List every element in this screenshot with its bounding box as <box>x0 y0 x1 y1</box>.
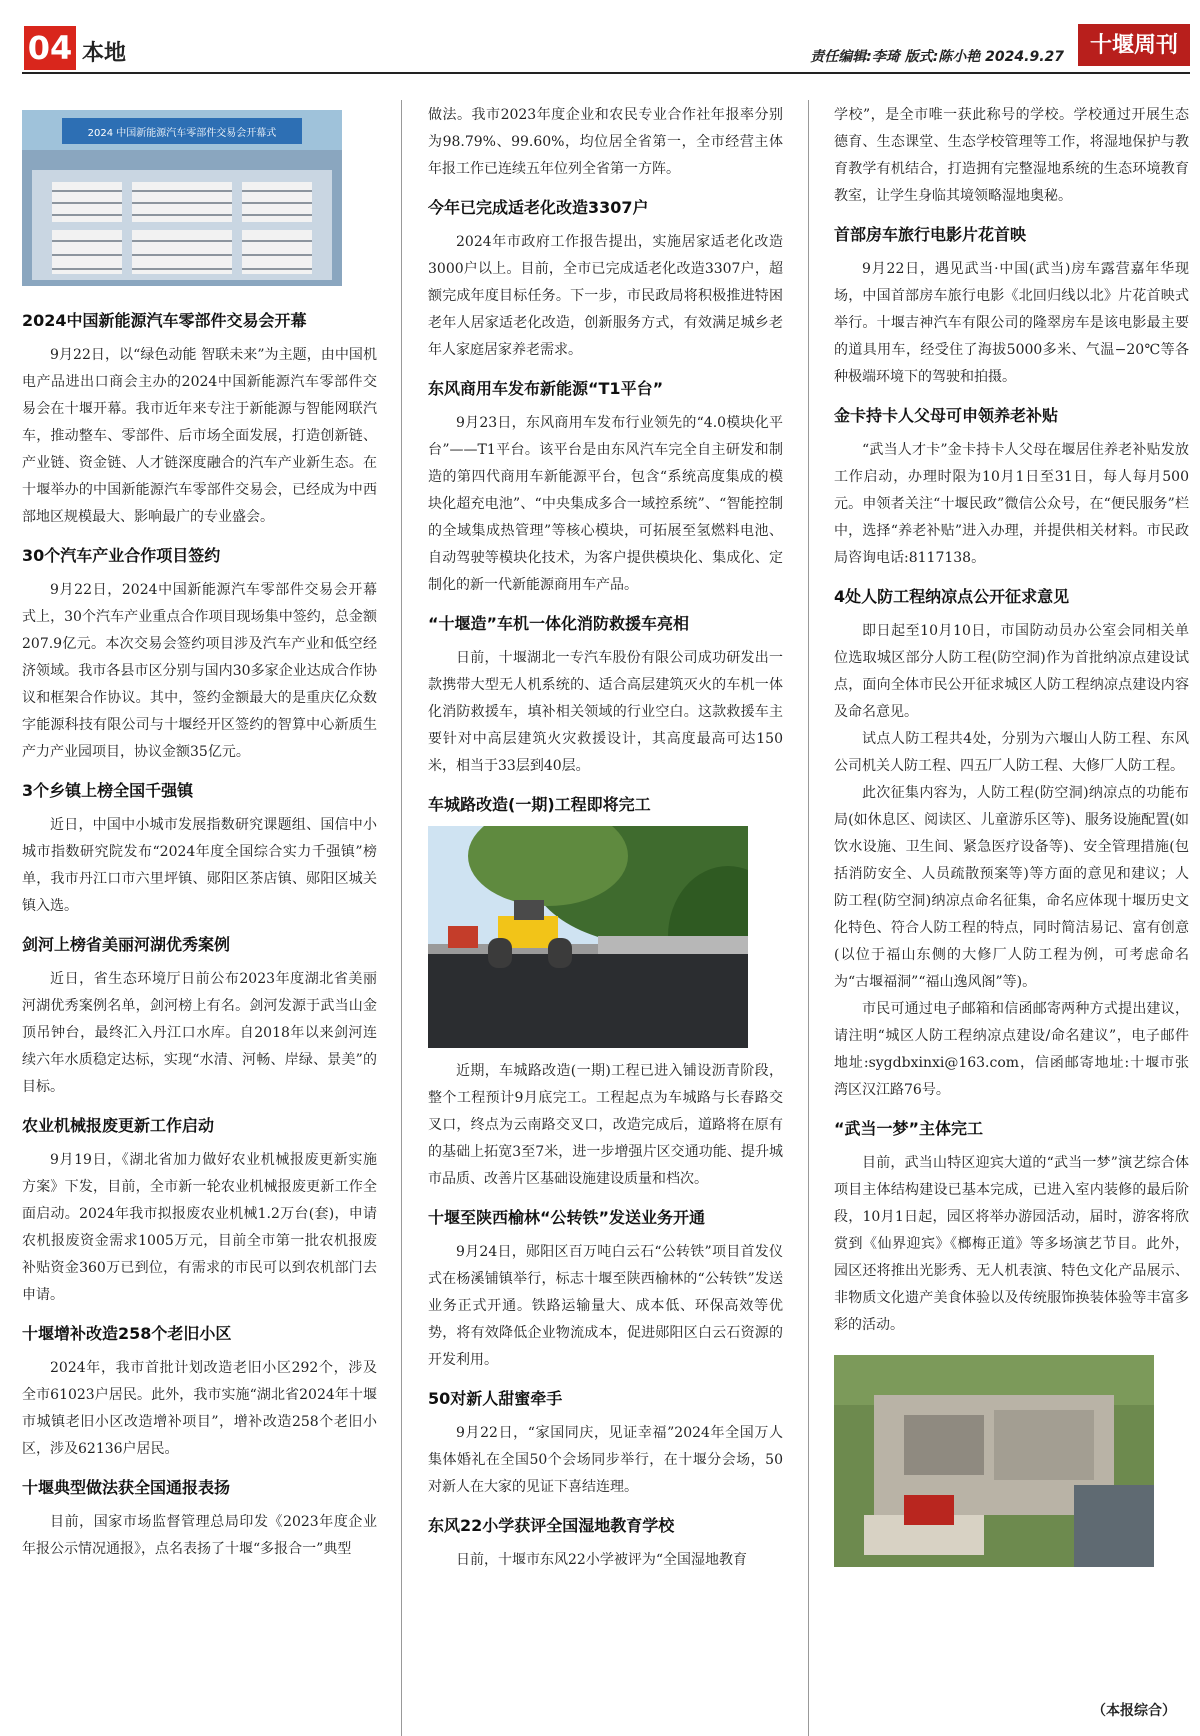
headline-farm-machinery: 农业机械报废更新工作启动 <box>22 1116 215 1135</box>
article-elderly-subsidy: “武当人才卡”金卡持卡人父母在堰居住养老补贴发放工作启动，办理时限为10月1日至31日，每人每月500元。申领者关注“十堰民政”微信公众号，在“便民服务”栏中，选择“养老补贴”进入办理，并提供相关材料。市民政局咨询电话:8117138。 <box>834 442 1189 566</box>
editor-line: 责任编辑:李琦 版式:陈小艳 2024.9.27 <box>810 49 1064 65</box>
column-2 <box>428 102 783 1574</box>
page-number: 04 <box>24 26 76 70</box>
headline-rail-freight: 十堰至陕西榆林“公转铁”发送业务开通 <box>428 1208 706 1227</box>
masthead-rule <box>22 72 1190 74</box>
article-chengcheng-road: 近期，车城路改造(一期)工程已进入铺设沥青阶段，整个工程预计9月底完工。工程起点为车城路与长春路交叉口，终点为云南路交叉口，改造完成后，道路将在原有的基础上拓宽3至7米，进一步增强片区交通功能、提升城市品质、改善片区基础设施建设质量和档次。 <box>428 1063 783 1187</box>
article-30-projects: 9月22日，2024中国新能源汽车零部件交易会开幕式上，30个汽车产业重点合作项目现场集中签约，总金额207.9亿元。本次交易会签约项目涉及汽车产业和低空经济领域。我市各县市区分别与国内30多家企业达成合作协议和框架合作协议。其中，签约金额最大的是重庆亿众数字能源科技有限公司与十堰经开区签约的智算中心新质生产力产业园项目，协议金额35亿元。 <box>22 582 377 760</box>
brand-logo: 十堰周刊 <box>1078 24 1190 66</box>
headline-fire-truck: “十堰造”车机一体化消防救援车亮相 <box>428 614 690 633</box>
headline-chengcheng-road: 车城路改造(一期)工程即将完工 <box>428 795 651 814</box>
article-old-communities: 2024年，我市首批计划改造老旧小区292个，涉及全市61023户居民。此外，我市实施“湖北省2024年十堰市城镇老旧小区改造增补项目”，增补改造258个老旧小区，涉及62136户居民。 <box>22 1360 377 1457</box>
headline-wetland-school: 东风22小学获评全国湿地教育学校 <box>428 1516 675 1535</box>
column-3 <box>834 102 1189 1567</box>
expo-banner-text: 2024 中国新能源汽车零部件交易会开幕式 <box>87 128 277 139</box>
article-rail-freight: 9月24日，郧阳区百万吨白云石“公转铁”项目首发仪式在杨溪铺镇举行，标志十堰至陕西榆林的“公转铁”发送业务正式开通。铁路运输量大、成本低、环保高效等优势，将有效降低企业物流成本，促进郧阳区白云石资源的开发利用。 <box>428 1244 783 1368</box>
headline-wedding: 50对新人甜蜜牵手 <box>428 1389 563 1408</box>
source-credit: （本报综合） <box>1092 1703 1176 1719</box>
article-wudang-dream: 目前，武当山特区迎宾大道的“武当一梦”演艺综合体项目主体结构建设已基本完成，已进入室内装修的最后阶段，10月1日起，园区将举办游园活动，届时，游客将欣赏到《仙界迎宾》《榔梅正道》等多场演艺节目。此外，园区还将推出光影秀、无人机表演、特色文化产品展示、非物质文化遗产美食体验以及传统服饰换装体验等丰富多彩的活动。 <box>834 1155 1189 1333</box>
headline-wudang-dream: “武当一梦”主体完工 <box>834 1119 984 1138</box>
article-farm-machinery: 9月19日，《湖北省加力做好农业机械报废更新实施方案》下发，目前，全市新一轮农业机械报废更新工作全面启动。2024年我市拟报废农业机械1.2万台(套)，申请农机报废资金需求1005万元，目前全市第一批农机报废补贴资金360万已到位，有需求的市民可以到农机部门去申请。 <box>22 1152 377 1303</box>
article-towns: 近日，中国中小城市发展指数研究课题组、国信中小城市指数研究院发布“2024年度全国综合实力千强镇”榜单，我市丹江口市六里坪镇、郧阳区茶店镇、郧阳区城关镇入选。 <box>22 817 377 914</box>
article-civil-defense-3: 此次征集内容为，人防工程(防空洞)纳凉点的功能布局(如休息区、阅读区、儿童游乐区等)、服务设施配置(如饮水设施、卫生间、紧急医疗设备等)、安全管理措施(包括消防安全、人员疏散预案等)等方面的意见和建议；人防工程(防空洞)纳凉点命名征集，命名应体现十堰历史文化特色、符合人防工程的特点，同时简洁易记、富有创意(以位于福山东侧的大修厂人防工程为例，可考虑命名为“古堰福洞”“福山逸风阁”等)。 <box>834 785 1189 990</box>
masthead <box>0 0 1200 78</box>
headline-elderly-subsidy: 金卡持卡人父母可申领养老补贴 <box>834 406 1059 425</box>
article-t1-platform: 9月23日，东风商用车发布行业领先的“4.0模块化平台”——T1平台。该平台是由东风汽车完全自主研发和制造的第四代商用车新能源平台，包含“系统高度集成的模块化超充电池”、“中央集成多合一域控系统”、“智能控制的全域集成热管理”等核心模块，可拓展至氢燃料电池、自动驾驶等模块化技术，为客户提供模块化、集成化、定制化的新一代新能源商用车产品。 <box>428 415 783 593</box>
road-roller-photo <box>428 826 748 1048</box>
expo-photo <box>22 110 342 286</box>
headline-30-projects: 30个汽车产业合作项目签约 <box>22 546 221 565</box>
article-civil-defense-4: 市民可通过电子邮箱和信函邮寄两种方式提出建议，请注明“城区人防工程纳凉点建设/命名建议”，电子邮件地址:sygdbxinxi@163.com，信函邮寄地址:十堰市张湾区汉江路76号。 <box>834 1001 1189 1098</box>
headline-rv-film: 首部房车旅行电影片花首映 <box>834 225 1027 244</box>
section-title: 本地 <box>82 41 127 66</box>
column-divider <box>808 100 809 1736</box>
headline-aging-renovation: 今年已完成适老化改造3307户 <box>428 198 649 217</box>
article-aging-renovation: 2024年市政府工作报告提出，实施居家适老化改造3000户以上。目前，全市已完成适老化改造3307户，超额完成年度目标任务。下一步，市民政局将积极推进特困老年人居家适老化改造，创新服务方式，有效满足城乡老年人家庭居家养老需求。 <box>428 234 783 358</box>
article-expo: 9月22日，以“绿色动能 智联未来”为主题，由中国机电产品进出口商会主办的2024中国新能源汽车零部件交易会在十堰开幕。我市近年来专注于新能源与智能网联汽车，推动整车、零部件、后市场全面发展，打造创新链、产业链、资金链、人才链深度融合的汽车产业新生态。在十堰举办的中国新能源汽车零部件交易会，已经成为中西部地区规模最大、影响最广的专业盛会。 <box>22 347 377 525</box>
headline-t1-platform: 东风商用车发布新能源“T1平台” <box>428 379 664 398</box>
headline-towns: 3个乡镇上榜全国千强镇 <box>22 781 194 800</box>
article-praise: 目前，国家市场监督管理总局印发《2023年度企业年报公示情况通报》，点名表扬了十堰“多报合一”典型 <box>22 1514 377 1557</box>
headline-jianhe: 剑河上榜省美丽河湖优秀案例 <box>22 935 231 954</box>
column-divider <box>401 100 402 1736</box>
column-1 <box>22 110 377 1563</box>
headline-expo: 2024中国新能源汽车零部件交易会开幕 <box>22 311 307 330</box>
article-wetland-school: 日前，十堰市东风22小学被评为“全国湿地教育 <box>456 1552 747 1568</box>
article-civil-defense-1: 即日起至10月10日，市国防动员办公室会同相关单位选取城区部分人防工程(防空洞)作为首批纳凉点建设试点，面向全体市民公开征求城区人防工程纳凉点建设内容及命名意见。 <box>834 623 1189 720</box>
article-wedding: 9月22日，“家国同庆，见证幸福”2024年全国万人集体婚礼在全国50个会场同步举行，在十堰分会场，50对新人在大家的见证下喜结连理。 <box>428 1425 783 1495</box>
article-jianhe: 近日，省生态环境厅日前公布2023年度湖北省美丽河湖优秀案例名单，剑河榜上有名。剑河发源于武当山金顶吊钟台，最终汇入丹江口水库。自2018年以来剑河连续六年水质稳定达标，实现“水清、河畅、岸绿、景美”的目标。 <box>22 971 377 1095</box>
article-wetland-school-continued: 学校”，是全市唯一获此称号的学校。学校通过开展生态德育、生态课堂、生态学校管理等工作，将湿地保护与教育教学有机结合，打造拥有完整湿地系统的生态环境教育教室，让学生身临其境领略湿地奥秘。 <box>834 107 1189 204</box>
article-praise-continued: 做法。我市2023年度企业和农民专业合作社年报率分别为98.79%、99.60%，均位居全省第一，全市经营主体年报工作已连续五年位列全省第一方阵。 <box>428 107 783 177</box>
wudang-complex-photo <box>834 1355 1154 1567</box>
article-civil-defense-2: 试点人防工程共4处，分别为六堰山人防工程、东风公司机关人防工程、四五厂人防工程、大修厂人防工程。 <box>834 731 1189 774</box>
article-fire-truck: 日前，十堰湖北一专汽车股份有限公司成功研发出一款携带大型无人机系统的、适合高层建筑灭火的车机一体化消防救援车，填补相关领域的行业空白。这款救援车主要针对中高层建筑火灾救援设计，其高度最高可达150米，相当于33层到40层。 <box>428 650 783 774</box>
headline-old-communities: 十堰增补改造258个老旧小区 <box>22 1324 232 1343</box>
headline-praise: 十堰典型做法获全国通报表扬 <box>22 1478 231 1497</box>
headline-civil-defense: 4处人防工程纳凉点公开征求意见 <box>834 587 1070 606</box>
article-rv-film: 9月22日，遇见武当·中国(武当)房车露营嘉年华现场，中国首部房车旅行电影《北回归线以北》片花首映式举行。十堰吉神汽车有限公司的隆翠房车是该电影最主要的道具用车，经受住了海拔5000多米、气温−20℃等各种极端环境下的驾驶和拍摄。 <box>834 261 1189 385</box>
